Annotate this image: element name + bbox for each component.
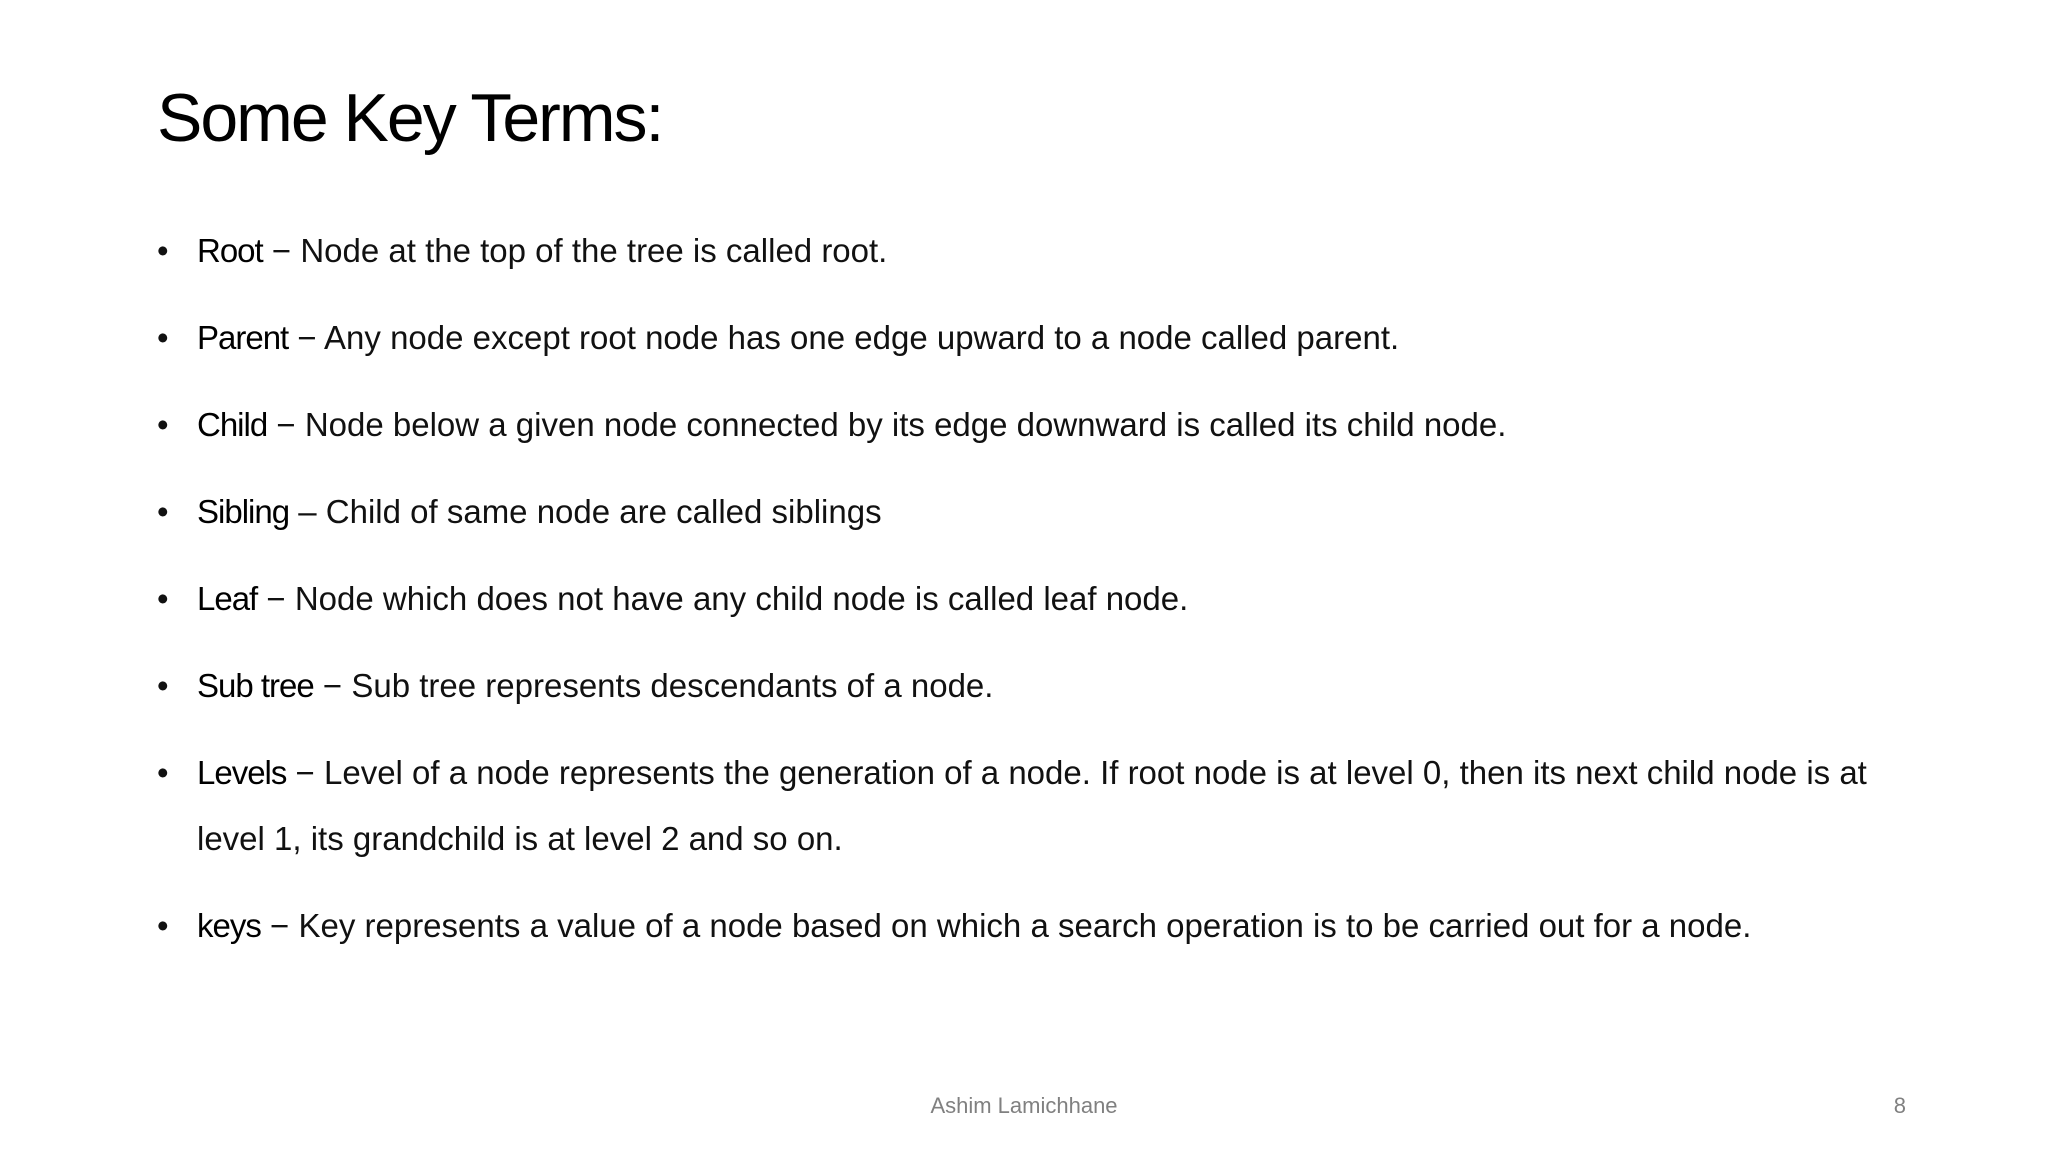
bullet-item-sibling: [157, 479, 1917, 545]
term-definition: Sub tree represents descendants of a node.: [351, 667, 994, 704]
bullet-item-keys: [157, 893, 1917, 959]
bullet-icon: •: [157, 667, 169, 704]
term-separator: −: [267, 406, 305, 443]
bullet-item-levels: [157, 740, 1917, 872]
bullet-icon: •: [157, 754, 169, 791]
footer-author: Ashim Lamichhane: [930, 1093, 1118, 1118]
bullet-icon: •: [157, 319, 169, 356]
term-separator: −: [262, 232, 301, 269]
bullet-icon: •: [157, 493, 169, 530]
page-number: 8: [1893, 1093, 1906, 1118]
term-separator: −: [286, 754, 324, 791]
term-label: Sibling: [197, 493, 290, 530]
term-definition: Any node except root node has one edge upward to a node called parent.: [324, 319, 1400, 356]
term-separator: −: [313, 667, 352, 704]
term-separator: −: [257, 580, 295, 617]
term-label: Root: [197, 232, 263, 269]
term-label: Parent: [197, 319, 289, 356]
term-label: keys: [197, 907, 261, 944]
term-definition: Node which does not have any child node is called leaf node.: [294, 580, 1189, 617]
term-label: Levels: [197, 754, 287, 791]
term-separator: −: [288, 319, 325, 356]
bullet-item-leaf: [157, 566, 1917, 632]
term-label: Child: [197, 406, 268, 443]
bullet-item-child: [157, 392, 1917, 458]
bullet-icon: •: [157, 580, 169, 617]
term-definition: Key represents a value of a node based on which a search operation is to be carried out for a node.: [298, 907, 1752, 944]
bullet-icon: •: [157, 406, 169, 443]
term-separator: –: [289, 493, 326, 530]
bullet-item-subtree: [157, 653, 1917, 719]
term-label: Sub tree: [197, 667, 314, 704]
term-separator: −: [260, 907, 299, 944]
bullet-item-parent: [157, 305, 1917, 371]
term-definition: Node at the top of the tree is called root.: [300, 232, 888, 269]
term-definition: Node below a given node connected by its edge downward is called its child node.: [304, 406, 1507, 443]
bullet-item-root: [157, 218, 1917, 284]
slide-title: Some Key Terms:: [157, 80, 663, 156]
term-definition: Child of same node are called siblings: [325, 493, 882, 530]
bullet-list: [157, 218, 1917, 980]
bullet-icon: •: [157, 907, 169, 944]
term-label: Leaf: [197, 580, 258, 617]
term-definition: Level of a node represents the generation of a node. If root node is at level 0, then its next child node is at level 1, its grandchild is at level 2 and so on.: [197, 754, 1867, 857]
bullet-icon: •: [157, 232, 169, 269]
